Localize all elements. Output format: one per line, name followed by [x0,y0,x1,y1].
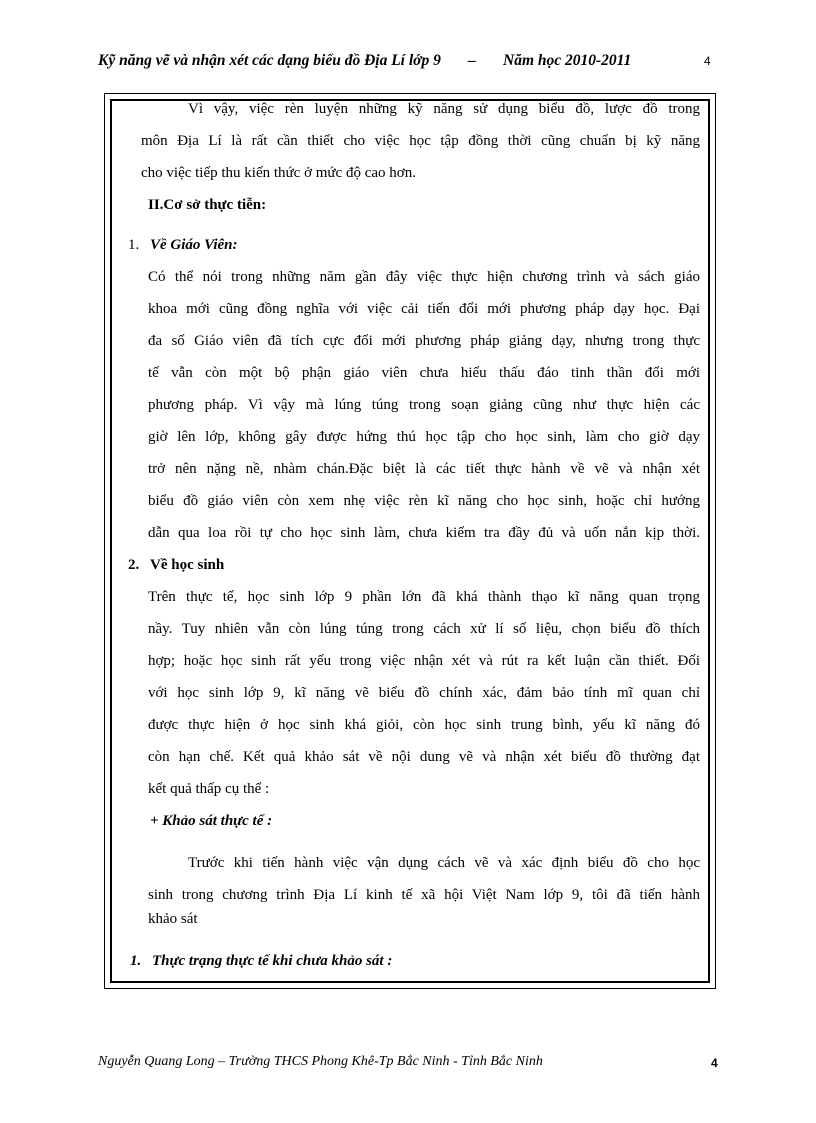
intro-line: môn Địa Lí là rất cần thiết cho việc học tập đồng thời cũng chuẩn bị kỹ năng [141,133,700,149]
intro-line: cho việc tiếp thu kiến thức ở mức độ cao hơn. [141,165,416,181]
footer-author: Nguyễn Quang Long – Trường THCS Phong Khê-Tp Bắc Ninh - Tỉnh Bắc Ninh [98,1054,543,1069]
survey-line: khảo sát [148,911,198,927]
teacher-line: đa số Giáo viên đã tích cực đổi mới phương pháp giảng dạy, nhưng trong thực [148,333,700,349]
student-line: hợp; hoặc học sinh rất yếu trong việc nhận xét và rút ra kết luận cần thiết. Đối [148,653,700,669]
page-header [0,52,816,74]
teacher-line: khoa mới cũng đồng nghĩa với việc cải tiến đổi mới phương pháp dạy học. Đại [148,301,700,317]
teacher-line: tế vẫn còn một bộ phận giáo viên chưa hiểu thấu đáo tinh thần đổi mới [148,365,700,381]
student-line: với học sinh lớp 9, kĩ năng vẽ biểu đồ chính xác, đảm bảo tính mĩ quan chỉ [148,685,700,701]
header-dash: – [468,52,476,69]
student-line: Trên thực tế, học sinh lớp 9 phần lớn đã khá thành thạo kĩ năng quan trọng [148,589,700,605]
intro-line: Vì vậy, việc rèn luyện những kỹ năng sử dụng biểu đồ, lược đồ trong [188,101,700,117]
teacher-line: biểu đồ giáo viên còn xem nhẹ việc rèn kĩ năng cho học sinh, hoặc chỉ hướng [148,493,700,509]
student-line: nầy. Tuy nhiên vẫn còn lúng túng trong cách xử lí số liệu, chọn biểu đồ thích [148,621,700,637]
header-title: Kỹ năng vẽ và nhận xét các dạng biểu đồ Địa Lí lớp 9 [98,52,441,69]
teacher-number: 1. [128,237,140,253]
survey-line: sinh trong chương trình Địa Lí kinh tế xã hội Việt Nam lớp 9, tôi đã tiến hành [148,887,700,903]
teacher-line: trở nên nặng nề, nhàm chán.Đặc biệt là các tiết thực hành về vẽ và nhận xét [148,461,700,477]
section-heading: II.Cơ sở thực tiễn: [148,197,267,213]
student-heading: Về học sinh [150,557,225,573]
page-footer [0,1054,816,1076]
survey-line: Trước khi tiến hành việc vận dụng cách vẽ và xác định biểu đồ cho học [188,855,700,871]
teacher-line: dẫn qua loa rồi tự cho học sinh làm, chưa kiểm tra đầy đủ và uốn nắn kịp thời. [148,525,700,541]
status-heading: Thực trạng thực tế khi chưa khảo sát : [152,953,393,969]
student-line: kết quả thấp cụ thể : [148,781,270,797]
survey-heading: + Khảo sát thực tế : [150,813,273,829]
student-number: 2. [128,557,140,573]
teacher-heading: Về Giáo Viên: [150,237,238,253]
header-school-year: Năm học 2010-2011 [503,52,632,69]
student-line: còn hạn chế. Kết quả khảo sát về nội dung vẽ và nhận xét biểu đồ thường đạt [148,749,700,765]
student-line: được thực hiện ở học sinh khá giỏi, còn học sinh trung bình, yếu kĩ năng đó [148,717,700,733]
teacher-line: phương pháp. Vì vậy mà lúng túng trong soạn giảng cũng như thực hiện các [148,397,700,413]
status-number: 1. [130,953,142,969]
header-page-number: 4 [704,54,711,68]
teacher-line: Có thể nói trong những năm gần đây việc thực hiện chương trình và sách giáo [148,269,700,285]
teacher-line: giờ lên lớp, không gây được hứng thú học tập cho học sinh, làm cho giờ dạy [148,429,700,445]
footer-page-number: 4 [711,1056,718,1070]
